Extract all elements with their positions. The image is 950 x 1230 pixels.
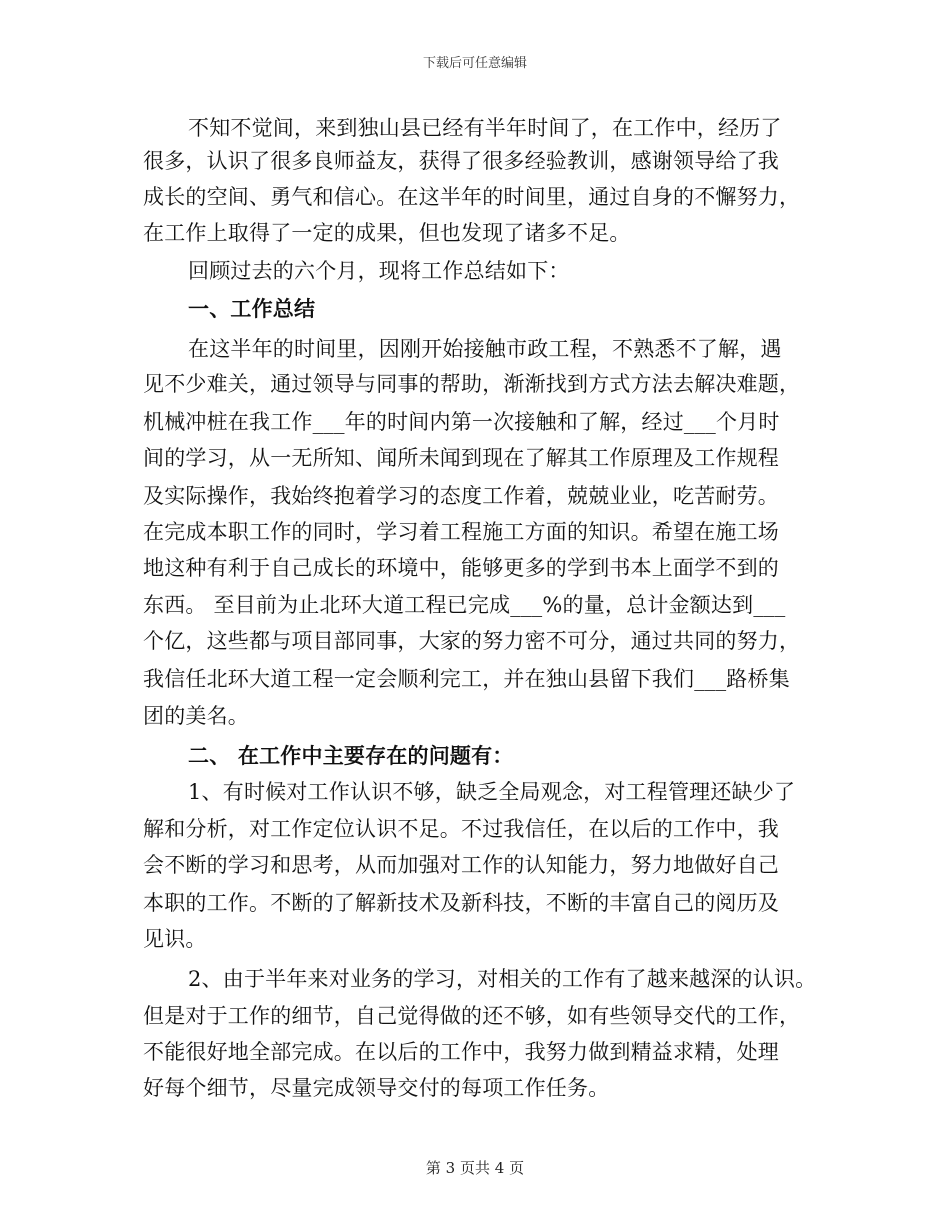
paragraph-line: 见识。 <box>143 927 207 951</box>
paragraph-line: 团的美名。 <box>143 704 249 728</box>
paragraph-line: 本职的工作。不断的了解新技术及新科技，不断的丰富自己的阅历及 <box>143 891 779 915</box>
page-header: 下载后可任意编辑 <box>422 56 527 71</box>
paragraph-line: 成长的空间、勇气和信心。在这半年的时间里，通过自身的不懈努力， <box>143 185 801 209</box>
paragraph-line: 在完成本职工作的同时，学习着工程施工方面的知识。希望在施工场 <box>143 520 779 544</box>
paragraph-line: 很多，认识了很多良师益友，获得了很多经验教训，感谢领导给了我 <box>143 149 779 173</box>
paragraph-line: 见不少难关，通过领导与同事的帮助，渐渐找到方式方法去解决难题， <box>143 372 801 396</box>
paragraph-line: 会不断的学习和思考，从而加强对工作的认知能力，努力地做好自己 <box>143 853 779 877</box>
paragraph-line: 但是对于工作的细节，自己觉得做的还不够，如有些领导交代的工作， <box>143 1004 801 1028</box>
paragraph-line: 个亿，这些都与项目部同事，大家的努力密不可分，通过共同的努力， <box>143 629 801 653</box>
paragraph-line: 2、由于半年来对业务的学习，对相关的工作有了越来越深的认识。 <box>188 967 817 991</box>
section-heading: 一、工作总结 <box>188 296 316 321</box>
paragraph-line: 及实际操作，我始终抱着学习的态度工作着，兢兢业业，吃苦耐劳。 <box>143 484 779 508</box>
paragraph-line: 在工作上取得了一定的成果，但也发现了诸多不足。 <box>143 221 631 245</box>
paragraph-line: 地这种有利于自己成长的环境中，能够更多的学到书本上面学不到的 <box>143 556 779 580</box>
section-heading: 二、 在工作中主要存在的问题有： <box>188 743 514 768</box>
paragraph-line: 解和分析，对工作定位认识不足。不过我信任，在以后的工作中，我 <box>143 817 779 841</box>
paragraph-line: 1、有时候对工作认识不够，缺乏全局观念，对工程管理还缺少了 <box>188 780 796 804</box>
page-footer: 第 3 页共 4 页 <box>425 1159 525 1177</box>
paragraph-line: 我信任北环大道工程一定会顺利完工，并在独山县留下我们___路桥集 <box>143 667 790 691</box>
paragraph-line: 好每个细节，尽量完成领导交付的每项工作任务。 <box>143 1076 610 1100</box>
paragraph-line: 间的学习，从一无所知、闻所未闻到现在了解其工作原理及工作规程 <box>143 446 779 470</box>
paragraph-line: 不知不觉间，来到独山县已经有半年时间了，在工作中，经历了 <box>188 116 782 140</box>
paragraph-line: 在这半年的时间里，因刚开始接触市政工程，不熟悉不了解，遇 <box>188 337 782 361</box>
paragraph-line: 东西。 至目前为止北环大道工程已完成___%的量，总计金额达到___ <box>143 593 786 617</box>
paragraph-line: 不能很好地全部完成。在以后的工作中，我努力做到精益求精，处理 <box>143 1040 779 1064</box>
paragraph-line: 回顾过去的六个月，现将工作总结如下： <box>188 259 570 283</box>
paragraph-line: 机械冲桩在我工作___年的时间内第一次接触和了解，经过___个月时 <box>143 410 780 434</box>
